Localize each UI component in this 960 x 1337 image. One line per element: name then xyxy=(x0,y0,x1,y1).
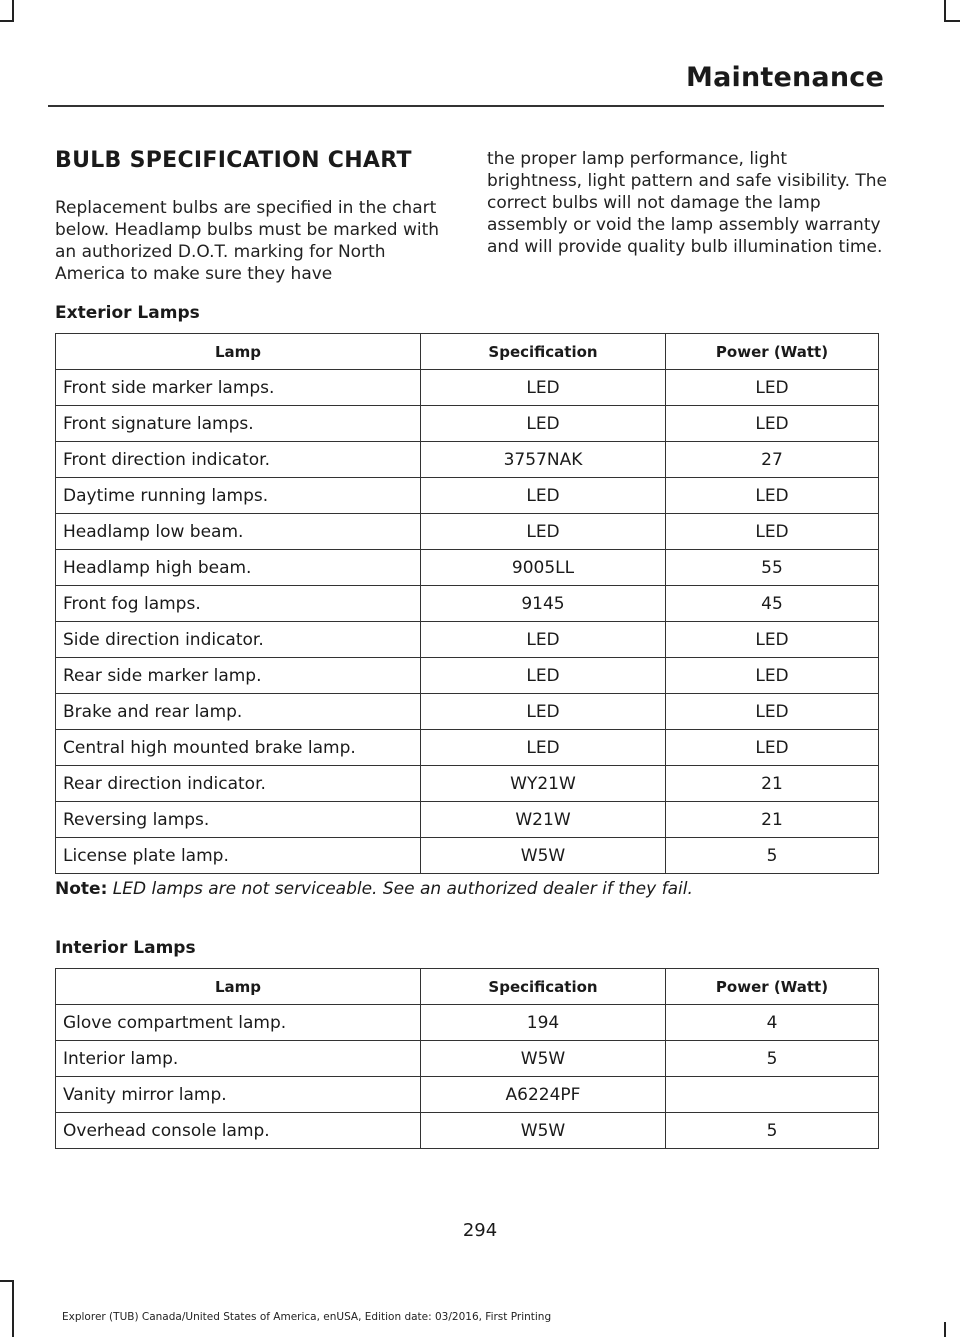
crop-mark-top-right-v xyxy=(944,0,946,22)
specification-cell: 194 xyxy=(421,1005,666,1041)
power-cell: LED xyxy=(666,622,879,658)
interior-lamps-table xyxy=(55,968,879,1149)
specification-cell: W5W xyxy=(421,838,666,874)
crop-mark-top-right-h xyxy=(944,20,960,22)
specification-cell: LED xyxy=(421,370,666,406)
intro-paragraph-right: the proper lamp performance, light brightness, light pattern and safe visibility. The correct bulbs will not damage the lamp assembly or void the lamp assembly warranty and will provide quality bulb illumination time. xyxy=(487,149,887,257)
note xyxy=(55,879,693,899)
table-row xyxy=(56,1005,879,1041)
lamp-cell: Interior lamp. xyxy=(56,1041,421,1077)
lamp-cell: License plate lamp. xyxy=(56,838,421,874)
lamp-cell: Headlamp low beam. xyxy=(56,514,421,550)
power-cell: 4 xyxy=(666,1005,879,1041)
table-row xyxy=(56,658,879,694)
intro-paragraph-left: Replacement bulbs are specified in the chart below. Headlamp bulbs must be marked with an authorized D.O.T. marking for North America to make sure they have xyxy=(55,198,440,284)
specification-cell: 3757NAK xyxy=(421,442,666,478)
lamp-cell: Rear direction indicator. xyxy=(56,766,421,802)
specification-cell: A6224PF xyxy=(421,1077,666,1113)
column-header-power: Power (Watt) xyxy=(666,969,879,1005)
specification-cell: LED xyxy=(421,406,666,442)
table-row xyxy=(56,730,879,766)
crop-mark-top-left-v xyxy=(12,0,14,22)
table-row xyxy=(56,586,879,622)
table-row xyxy=(56,766,879,802)
table-row xyxy=(56,550,879,586)
lamp-cell: Side direction indicator. xyxy=(56,622,421,658)
power-cell xyxy=(666,1077,879,1113)
column-header-lamp: Lamp xyxy=(56,334,421,370)
exterior-lamps-heading: Exterior Lamps xyxy=(55,303,200,323)
power-cell: LED xyxy=(666,694,879,730)
table-header-row xyxy=(56,334,879,370)
section-title: BULB SPECIFICATION CHART xyxy=(55,148,412,173)
column-header-lamp: Lamp xyxy=(56,969,421,1005)
exterior-lamps-table xyxy=(55,333,879,874)
specification-cell: LED xyxy=(421,694,666,730)
table-row xyxy=(56,1113,879,1149)
lamp-cell: Vanity mirror lamp. xyxy=(56,1077,421,1113)
power-cell: LED xyxy=(666,406,879,442)
crop-mark-top-left-h xyxy=(0,20,14,22)
table-row xyxy=(56,622,879,658)
power-cell: 5 xyxy=(666,1113,879,1149)
specification-cell: W21W xyxy=(421,802,666,838)
power-cell: LED xyxy=(666,658,879,694)
power-cell: 21 xyxy=(666,766,879,802)
interior-lamps-heading: Interior Lamps xyxy=(55,938,196,958)
specification-cell: LED xyxy=(421,730,666,766)
power-cell: 5 xyxy=(666,1041,879,1077)
power-cell: 45 xyxy=(666,586,879,622)
lamp-cell: Glove compartment lamp. xyxy=(56,1005,421,1041)
lamp-cell: Front side marker lamps. xyxy=(56,370,421,406)
crop-mark-bottom-left-v xyxy=(12,1280,14,1337)
power-cell: 27 xyxy=(666,442,879,478)
table-row xyxy=(56,802,879,838)
edition-footer: Explorer (TUB) Canada/United States of America, enUSA, Edition date: 03/2016, First Printing xyxy=(62,1311,552,1323)
table-row xyxy=(56,442,879,478)
specification-cell: 9005LL xyxy=(421,550,666,586)
column-header-specification: Specification xyxy=(421,334,666,370)
lamp-cell: Front direction indicator. xyxy=(56,442,421,478)
power-cell: 55 xyxy=(666,550,879,586)
lamp-cell: Overhead console lamp. xyxy=(56,1113,421,1149)
lamp-cell: Front fog lamps. xyxy=(56,586,421,622)
specification-cell: WY21W xyxy=(421,766,666,802)
table-row xyxy=(56,514,879,550)
lamp-cell: Central high mounted brake lamp. xyxy=(56,730,421,766)
crop-mark-bottom-right-v xyxy=(944,1322,946,1337)
specification-cell: W5W xyxy=(421,1113,666,1149)
lamp-cell: Daytime running lamps. xyxy=(56,478,421,514)
specification-cell: 9145 xyxy=(421,586,666,622)
table-row xyxy=(56,838,879,874)
specification-cell: LED xyxy=(421,658,666,694)
lamp-cell: Reversing lamps. xyxy=(56,802,421,838)
specification-cell: W5W xyxy=(421,1041,666,1077)
note-label: Note: xyxy=(55,879,108,899)
column-header-specification: Specification xyxy=(421,969,666,1005)
table-row xyxy=(56,406,879,442)
header-divider xyxy=(48,105,884,107)
table-header-row xyxy=(56,969,879,1005)
column-header-power: Power (Watt) xyxy=(666,334,879,370)
table-row xyxy=(56,478,879,514)
power-cell: LED xyxy=(666,370,879,406)
power-cell: LED xyxy=(666,730,879,766)
lamp-cell: Rear side marker lamp. xyxy=(56,658,421,694)
page-header-title: Maintenance xyxy=(686,62,884,93)
specification-cell: LED xyxy=(421,514,666,550)
note-text: LED lamps are not serviceable. See an authorized dealer if they fail. xyxy=(112,879,693,899)
specification-cell: LED xyxy=(421,622,666,658)
table-row xyxy=(56,1041,879,1077)
lamp-cell: Brake and rear lamp. xyxy=(56,694,421,730)
power-cell: LED xyxy=(666,514,879,550)
power-cell: LED xyxy=(666,478,879,514)
table-row xyxy=(56,1077,879,1113)
lamp-cell: Front signature lamps. xyxy=(56,406,421,442)
power-cell: 5 xyxy=(666,838,879,874)
lamp-cell: Headlamp high beam. xyxy=(56,550,421,586)
table-row xyxy=(56,694,879,730)
power-cell: 21 xyxy=(666,802,879,838)
crop-mark-bottom-left-h xyxy=(0,1280,14,1282)
page-number: 294 xyxy=(462,1220,498,1241)
table-row xyxy=(56,370,879,406)
specification-cell: LED xyxy=(421,478,666,514)
